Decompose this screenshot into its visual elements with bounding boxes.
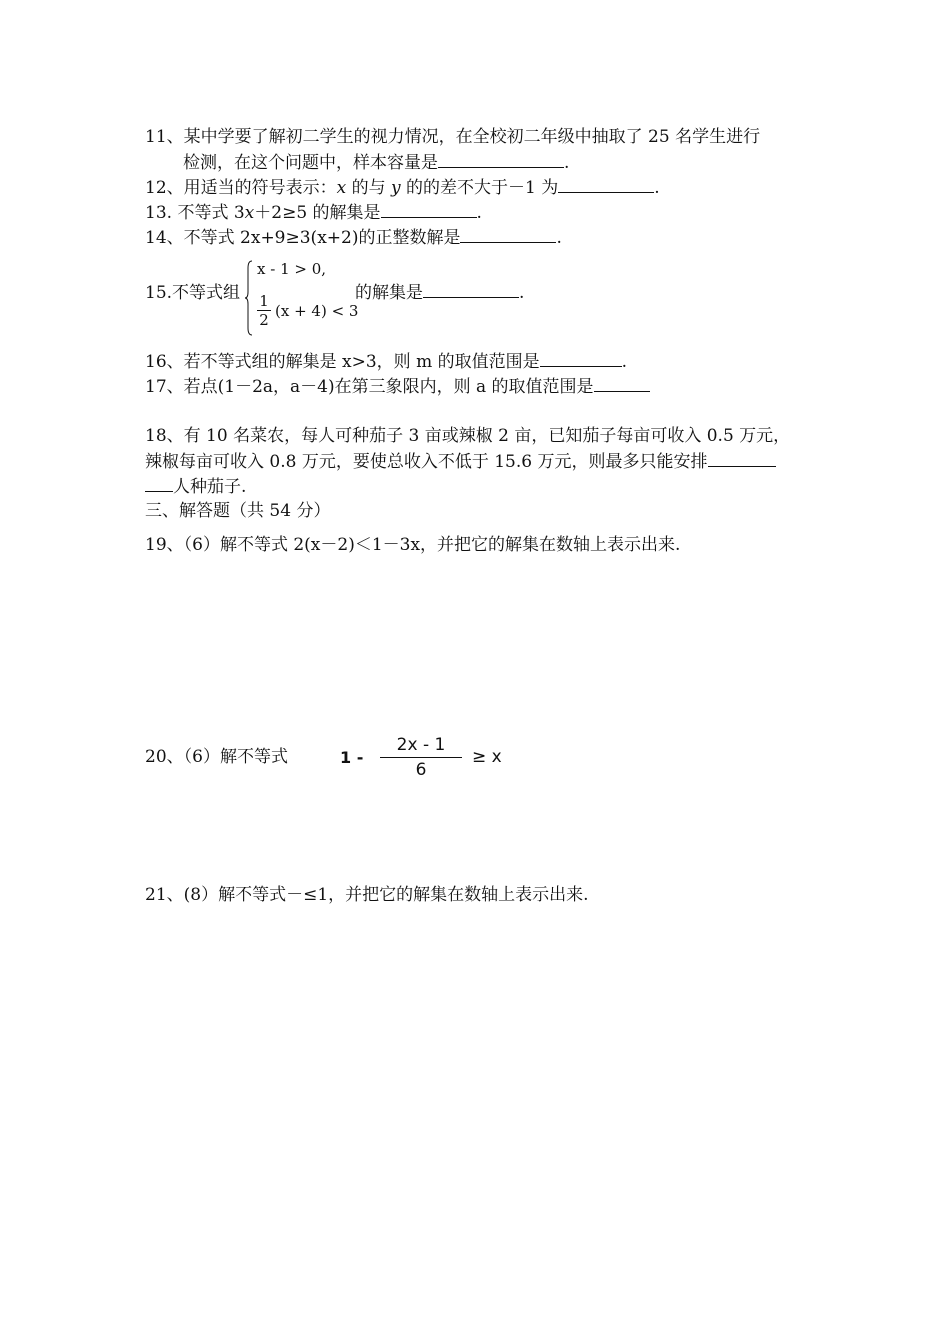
q14-line: [145, 226, 562, 249]
q16-answer-blank: [540, 350, 622, 367]
q12-text-a: 12、用适当的符号表示：: [145, 178, 337, 198]
q17-line: [145, 375, 650, 398]
q15-fraction-numerator: 1: [257, 292, 271, 311]
q11-answer-blank: [438, 151, 564, 168]
q20-fraction: [380, 733, 462, 782]
q12-var-x: x: [336, 178, 347, 198]
q15-block: [145, 258, 565, 338]
q15-tail-text: 的解集是: [355, 283, 423, 303]
q11-line1: 11、某中学要了解初二学生的视力情况，在全校初二年级中抽取了 25 名学生进行: [145, 127, 761, 147]
q20-rhs: ≥ x: [472, 747, 502, 767]
q13-var-x: x: [244, 203, 255, 223]
q14-answer-blank: [460, 226, 556, 243]
q20-one-minus: 1 -: [340, 748, 364, 767]
q16-line: [145, 350, 627, 373]
q15-row1: x - 1 > 0,: [257, 260, 327, 278]
q18-line2: [145, 450, 776, 473]
section-title: 三、解答题（共 54 分）: [145, 501, 331, 521]
q15-period: .: [519, 283, 525, 303]
q17-answer-blank: [594, 375, 650, 392]
q15-tail: [355, 278, 524, 303]
q20-denominator: 6: [415, 760, 427, 780]
q20-numerator: 2x - 1: [380, 733, 462, 758]
q20-expression: [340, 733, 540, 783]
q20-line: 20、（6）解不等式: [145, 747, 288, 767]
q12-text-b: 的与: [346, 178, 392, 198]
q13-period: .: [476, 203, 482, 223]
q19-line: 19、（6）解不等式 2(x－2)＜1－3x，并把它的解集在数轴上表示出来.: [145, 535, 681, 555]
q14-text: 14、不等式 2x+9≥3(x+2)的正整数解是: [145, 228, 461, 248]
q11-text: 检测，在这个问题中，样本容量是: [183, 153, 438, 173]
q13-answer-blank: [381, 201, 477, 218]
left-brace-icon: [245, 260, 253, 336]
q11-line2: [183, 151, 569, 174]
q13-text-a: 13. 不等式 3: [145, 203, 245, 223]
q18-line3: [145, 475, 246, 498]
q12-line: [145, 176, 660, 199]
q11-period: .: [564, 153, 570, 173]
q18-line1: 18、有 10 名菜农，每人可种茄子 3 亩或辣椒 2 亩，已知茄子每亩可收入 0.5 万元，: [145, 426, 791, 446]
q18-text: 辣椒每亩可收入 0.8 万元，要使总收入不低于 15.6 万元，则最多只能安排: [145, 452, 708, 472]
q18-answer-blank-a: [708, 450, 776, 467]
q16-text: 16、若不等式组的解集是 x>3，则 m 的取值范围是: [145, 352, 540, 372]
q13-text-b: ＋2≥5 的解集是: [254, 203, 381, 223]
q15-label: 15.不等式组: [145, 283, 241, 303]
q15-fraction-denominator: 2: [259, 311, 269, 329]
q17-text: 17、若点(1－2a，a－4)在第三象限内，则 a 的取值范围是: [145, 377, 594, 397]
q12-var-y: y: [391, 178, 401, 198]
q12-period: .: [654, 178, 660, 198]
q15-answer-blank: [423, 281, 519, 298]
q13-line: [145, 201, 482, 224]
q12-answer-blank: [558, 176, 654, 193]
q15-fraction: [257, 292, 271, 329]
q21-line: 21、(8）解不等式－≤1，并把它的解集在数轴上表示出来.: [145, 885, 589, 905]
q12-text-c: 的的差不大于－1 为: [400, 178, 559, 198]
q15-row2: (x + 4) < 3: [275, 302, 359, 320]
q14-period: .: [556, 228, 562, 248]
q16-period: .: [621, 352, 628, 372]
q18-answer-blank-b: [145, 475, 173, 492]
q18-tail: 人种茄子.: [173, 477, 247, 497]
